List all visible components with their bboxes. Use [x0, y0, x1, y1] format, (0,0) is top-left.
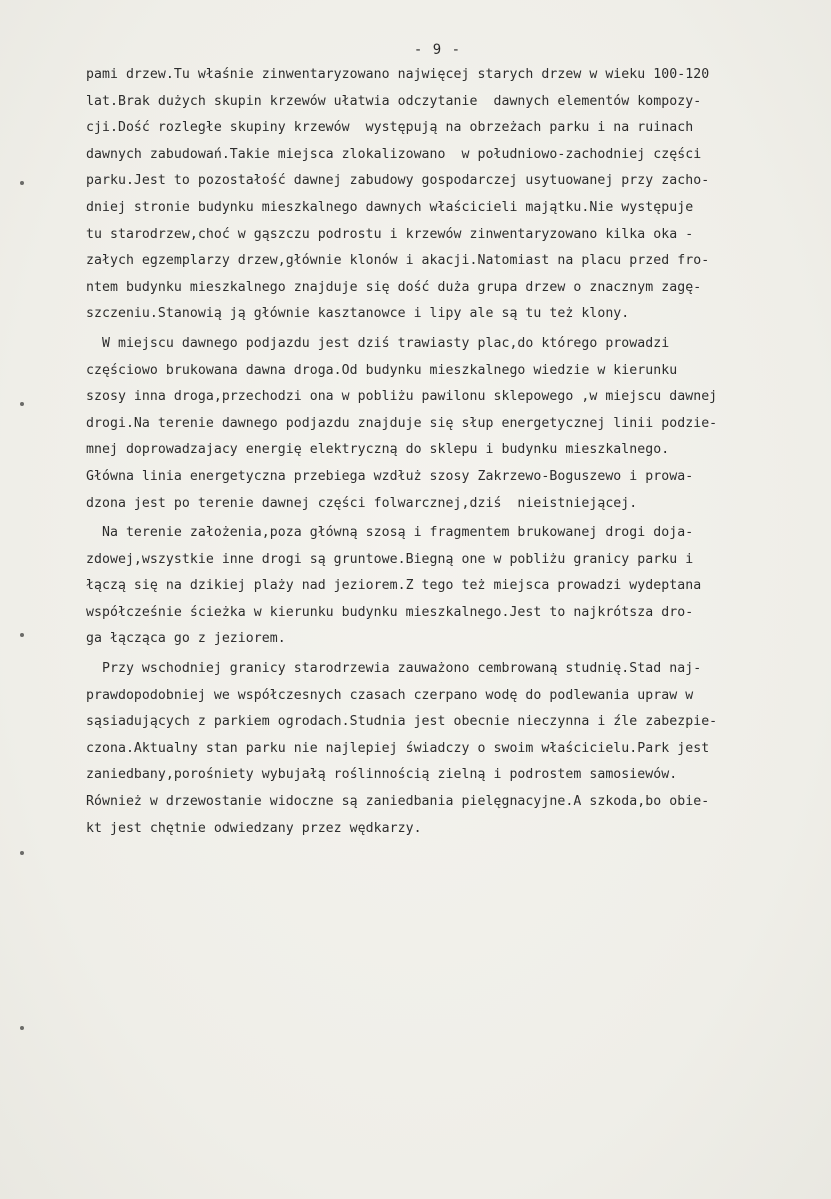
text-line: Na terenie założenia,poza główną szosą i fragmentem brukowanej drogi doja- — [86, 525, 694, 541]
text-line: cji.Dość rozległe skupiny krzewów występują na obrzeżach parku i na ruinach — [86, 120, 694, 136]
text-line: częściowo brukowana dawna droga.Od budynku mieszkalnego wiedzie w kierunku — [86, 362, 678, 378]
paragraph-3 — [86, 520, 766, 653]
text-line: Również w drzewostanie widoczne są zaniedbania pielęgnacyjne.A szkoda,bo obie- — [86, 794, 710, 810]
text-line: szosy inna droga,przechodzi ona w pobliżu pawilonu sklepowego ,w miejscu dawnej — [86, 389, 718, 405]
text-line: kt jest chętnie odwiedzany przez wędkarzy. — [86, 820, 422, 836]
text-line: czona.Aktualny stan parku nie najlepiej świadczy o swoim właścicielu.Park jest — [86, 740, 710, 756]
text-line: parku.Jest to pozostałość dawnej zabudowy gospodarczej usytuowanej przy zacho- — [86, 173, 710, 189]
page-number: - 9 - — [413, 42, 462, 58]
text-line: dniej stronie budynku mieszkalnego dawnych właścicieli majątku.Nie występuje — [86, 199, 694, 215]
text-line: ntem budynku mieszkalnego znajduje się dość duża grupa drzew o znacznym zagę- — [86, 279, 702, 295]
text-line: szczeniu.Stanowią ją głównie kasztanowce i lipy ale są tu też klony. — [86, 306, 630, 322]
text-line: dzona jest po terenie dawnej części folwarcznej,dziś nieistniejącej. — [86, 495, 638, 511]
text-line: zdowej,wszystkie inne drogi są gruntowe.Biegną one w pobliżu granicy parku i — [86, 551, 694, 567]
paragraph-4 — [86, 656, 766, 842]
text-line: załych egzemplarzy drzew,głównie klonów i akacji.Natomiast na placu przed fro- — [86, 253, 710, 269]
text-line: pami drzew.Tu właśnie zinwentaryzowano najwięcej starych drzew w wieku 100-120 — [86, 67, 710, 82]
text-line: łączą się na dzikiej plaży nad jeziorem.Z tego też miejsca prowadzi wydeptana — [86, 578, 702, 594]
text-line: tu starodrzew,choć w gąszczu podrostu i krzewów zinwentaryzowano kilka oka - — [86, 226, 694, 242]
binder-hole-mark — [20, 1026, 24, 1030]
text-line: współcześnie ścieżka w kierunku budynku mieszkalnego.Jest to najkrótsza dro- — [86, 604, 694, 620]
binder-hole-mark — [20, 633, 24, 637]
paragraph-1 — [86, 62, 766, 328]
text-line: sąsiadujących z parkiem ogrodach.Studnia jest obecnie nieczynna i źle zabezpie- — [86, 714, 718, 730]
binder-hole-mark — [20, 181, 24, 185]
text-line: mnej doprowadzajacy energię elektryczną do sklepu i budynku mieszkalnego. — [86, 442, 670, 458]
text-line: lat.Brak dużych skupin krzewów ułatwia odczytanie dawnych elementów kompozy- — [86, 93, 702, 109]
text-line: ga łącząca go z jeziorem. — [86, 631, 286, 647]
binder-hole-mark — [20, 402, 24, 406]
paragraph-2 — [86, 331, 766, 517]
text-line: Główna linia energetyczna przebiega wzdłuż szosy Zakrzewo-Boguszewo i prowa- — [86, 468, 694, 484]
text-line: Przy wschodniej granicy starodrzewia zauważono cembrowaną studnię.Stad naj- — [86, 661, 702, 677]
binder-hole-mark — [20, 851, 24, 855]
text-line: dawnych zabudowań.Takie miejsca zlokalizowano w południowo-zachodniej części — [86, 146, 702, 162]
text-line: prawdopodobniej we współczesnych czasach czerpano wodę do podlewania upraw w — [86, 687, 694, 703]
text-line: W miejscu dawnego podjazdu jest dziś trawiasty plac,do którego prowadzi — [86, 335, 670, 351]
body-text — [86, 62, 766, 842]
text-line: drogi.Na terenie dawnego podjazdu znajduje się słup energetycznej linii podzie- — [86, 415, 718, 431]
text-line: zaniedbany,porośniety wybujałą roślinnością zielną i podrostem samosiewów. — [86, 767, 678, 783]
